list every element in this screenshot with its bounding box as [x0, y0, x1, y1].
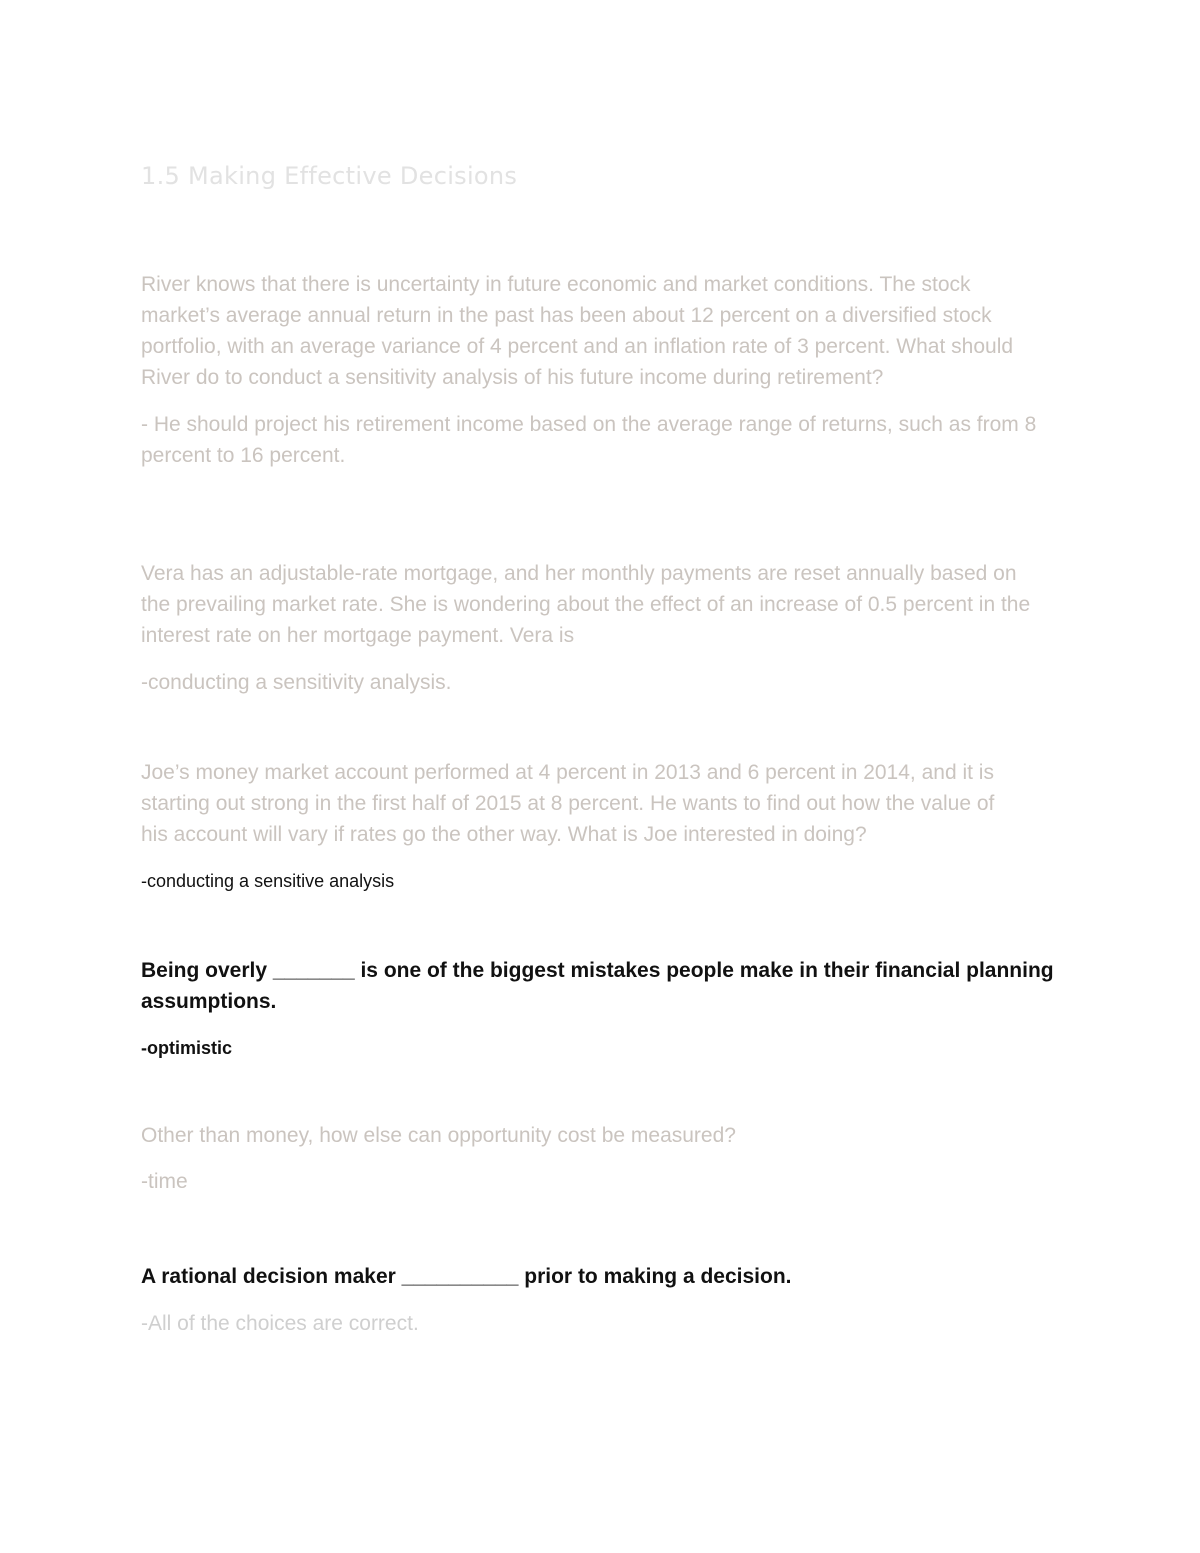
answer-line: -All of the choices are correct. [141, 1312, 419, 1335]
question-river [141, 269, 1071, 393]
question-line: assumptions. [141, 990, 277, 1013]
page-title: 1.5 Making Effective Decisions [141, 162, 518, 190]
question-line: interest rate on her mortgage payment. Vera is [141, 624, 575, 647]
answer-line: percent to 16 percent. [141, 444, 346, 467]
question-line: starting out strong in the first half of 2015 at 8 percent. He wants to find out how the value of [141, 792, 995, 815]
question-vera [141, 558, 1071, 651]
answer-optimistic [141, 1035, 1071, 1061]
question-line: the prevailing market rate. She is wondering about the effect of an increase of 0.5 percent in the [141, 593, 1031, 616]
answer-line: - He should project his retirement income based on the average range of returns, such as from 8 [141, 413, 1037, 436]
answer-vera [141, 667, 1071, 698]
question-line: Joe’s money market account performed at 4 percent in 2013 and 6 percent in 2014, and it is [141, 761, 994, 784]
answer-river [141, 409, 1071, 471]
answer-line: -time [141, 1170, 188, 1193]
answer-opportunity-cost [141, 1166, 1071, 1197]
answer-line: -optimistic [141, 1038, 233, 1058]
question-optimistic [141, 955, 1071, 1017]
answer-joe [141, 868, 1071, 894]
question-rational-decision [141, 1261, 1071, 1292]
question-line: River knows that there is uncertainty in future economic and market conditions. The stock [141, 273, 971, 296]
question-line: Being overly _______ is one of the biggest mistakes people make in their financial planning [141, 959, 1054, 982]
question-line: portfolio, with an average variance of 4 percent and an inflation rate of 3 percent. What should [141, 335, 1014, 358]
question-line: River do to conduct a sensitivity analysis of his future income during retirement? [141, 366, 884, 389]
question-line: Other than money, how else can opportunity cost be measured? [141, 1124, 736, 1147]
question-joe [141, 757, 1071, 850]
answer-rational-decision [141, 1308, 1071, 1339]
answer-line: -conducting a sensitivity analysis. [141, 671, 452, 694]
answer-line: -conducting a sensitive analysis [141, 871, 395, 891]
question-line: market’s average annual return in the past has been about 12 percent on a diversified stock [141, 304, 992, 327]
question-line: his account will vary if rates go the other way. What is Joe interested in doing? [141, 823, 867, 846]
question-line: Vera has an adjustable-rate mortgage, and her monthly payments are reset annually based on [141, 562, 1017, 585]
question-line: A rational decision maker __________ prior to making a decision. [141, 1265, 792, 1288]
question-opportunity-cost [141, 1120, 1071, 1151]
